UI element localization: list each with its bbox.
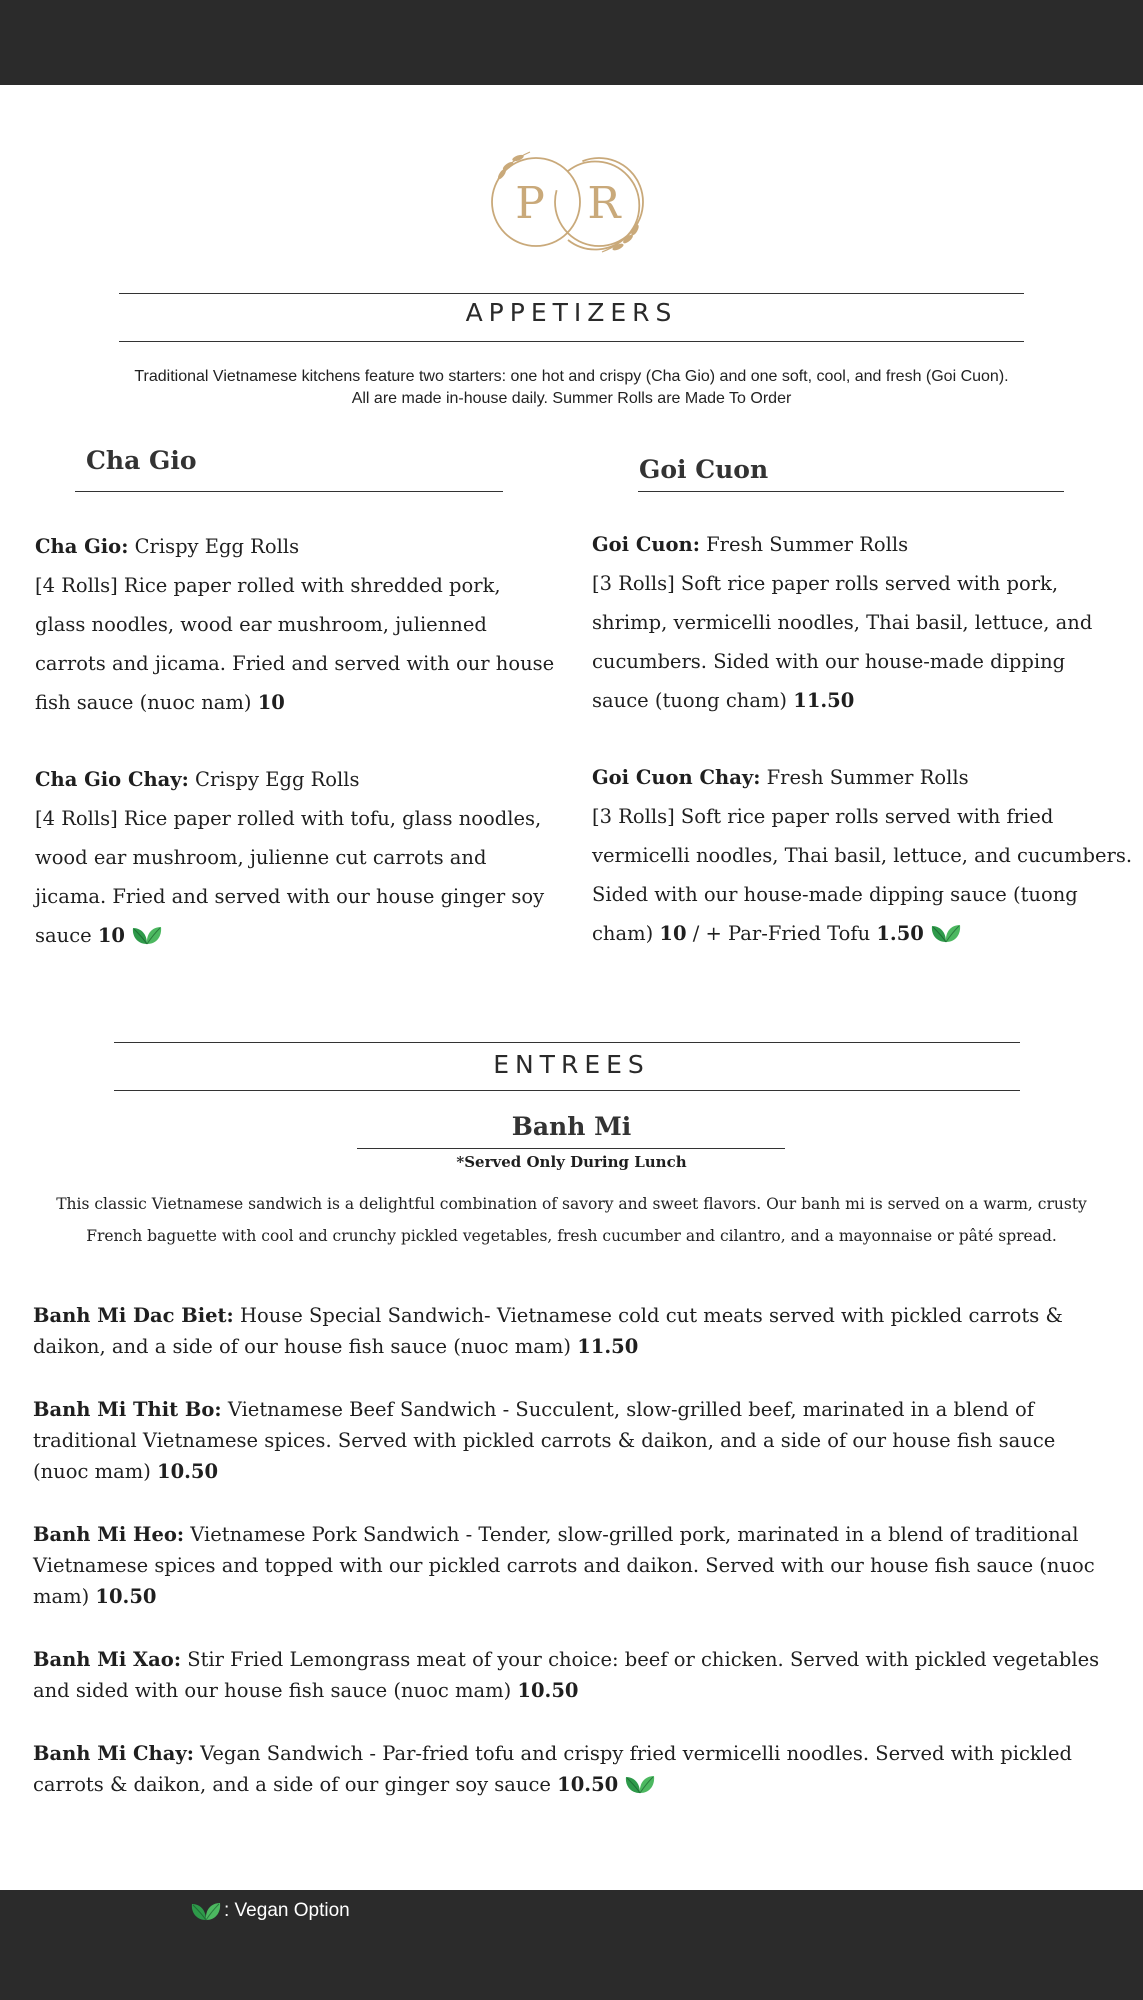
item-name: Banh Mi Thit Bo: [33, 1398, 222, 1421]
vegan-legend-label: : Vegan Option [224, 1900, 350, 1921]
appetizers-rule-bottom [119, 341, 1024, 342]
item-addon-price: 1.50 [876, 922, 924, 945]
leaf-icon [930, 922, 962, 944]
goi-cuon-heading: Goi Cuon [639, 455, 769, 484]
banh-mi-underline [357, 1148, 785, 1149]
item-price: 10 [257, 691, 285, 714]
item-price: 11.50 [793, 689, 855, 712]
item-price: 11.50 [577, 1335, 639, 1358]
lunch-only-note: *Served Only During Lunch [456, 1153, 687, 1171]
leaf-icon [131, 924, 163, 946]
item-name: Banh Mi Xao: [33, 1648, 182, 1671]
item-price: 10.50 [157, 1460, 219, 1483]
item-name: Cha Gio Chay: [35, 768, 189, 791]
item-description: [4 Rolls] Rice paper rolled with tofu, glass noodles, wood ear mushroom, julienne cut carrots and jicama. Fried and served with our house ginger soy sauce [35, 807, 545, 947]
item-subtitle: Crispy Egg Rolls [128, 535, 300, 558]
item-name: Banh Mi Chay: [33, 1742, 194, 1765]
entrees-title: ENTREES [493, 1050, 650, 1079]
item-description: [4 Rolls] Rice paper rolled with shredded pork, glass noodles, wood ear mushroom, julienned carrots and jicama. Fried and served with our house fish sauce (nuoc nam) [35, 574, 555, 714]
item-price: 10.50 [95, 1585, 157, 1608]
menu-item-goi-cuon [592, 525, 1112, 720]
item-price: 10.50 [517, 1679, 579, 1702]
leaf-icon [190, 1900, 222, 1922]
banh-mi-heading: Banh Mi [511, 1112, 632, 1141]
menu-item-banh-mi-dac-biet [33, 1300, 1113, 1362]
item-description: [3 Rolls] Soft rice paper rolls served with fried vermicelli noodles, Thai basil, lettuce, and cucumbers. Sided with our house-made dipping sauce (tuong cham) [592, 805, 1133, 945]
restaurant-logo [478, 144, 658, 264]
appetizers-rule-top [119, 293, 1024, 294]
menu-item-banh-mi-xao [33, 1644, 1113, 1706]
item-name: Banh Mi Heo: [33, 1523, 185, 1546]
item-subtitle: Crispy Egg Rolls [188, 768, 360, 791]
menu-item-goi-cuon-chay [592, 758, 1137, 953]
banh-mi-description: This classic Vietnamese sandwich is a delightful combination of savory and sweet flavors. Our banh mi is served on a warm, crusty French baguette with cool and crunchy pickled vegetables, fresh cucumber and cilantro, and a mayonnaise or pâté spread. [56, 1195, 1087, 1245]
item-price: 10.50 [557, 1773, 619, 1796]
item-name: Goi Cuon Chay: [592, 766, 761, 789]
logo-letter-r: R [587, 178, 621, 229]
intro-line-1: Traditional Vietnamese kitchens feature two starters: one hot and crispy (Cha Gio) and one soft, cool, and fresh (Goi Cuon). [134, 368, 1009, 385]
intro-line-2: All are made in-house daily. Summer Rolls are Made To Order [351, 390, 792, 407]
item-description: Stir Fried Lemongrass meat of your choice: beef or chicken. Served with pickled vegetables and sided with our house fish sauce (nuoc mam) [33, 1648, 1100, 1702]
item-name: Cha Gio: [35, 535, 129, 558]
item-addon: / + Par-Fried Tofu [686, 922, 877, 945]
entrees-rule-bottom [114, 1090, 1020, 1091]
appetizers-intro [100, 366, 1043, 410]
vegan-legend [190, 1900, 350, 1922]
goi-cuon-underline [638, 491, 1064, 492]
menu-item-banh-mi-chay [33, 1738, 1113, 1800]
item-description: Vietnamese Pork Sandwich - Tender, slow-grilled pork, marinated in a blend of traditional Vietnamese spices and topped with our pickled carrots and daikon. Served with our house fish sauce (nuoc mam) [33, 1523, 1095, 1608]
cha-gio-heading: Cha Gio [86, 446, 197, 475]
item-description: House Special Sandwich- Vietnamese cold cut meats served with pickled carrots & daikon, and a side of our house fish sauce (nuoc mam) [33, 1304, 1063, 1358]
item-price: 10 [97, 924, 125, 947]
menu-item-banh-mi-heo [33, 1519, 1113, 1612]
item-description: Vietnamese Beef Sandwich - Succulent, slow-grilled beef, marinated in a blend of traditional Vietnamese spices. Served with pickled carrots & daikon, and a side of our house fish sauce (nuoc mam) [33, 1398, 1056, 1483]
item-description: Vegan Sandwich - Par-fried tofu and crispy fried vermicelli noodles. Served with pickled carrots & daikon, and a side of our ginger soy sauce [33, 1742, 1072, 1796]
entrees-rule-top [114, 1042, 1020, 1043]
bottom-banner [0, 1890, 1143, 2000]
item-price: 10 [659, 922, 687, 945]
logo-letter-p: P [515, 178, 545, 229]
menu-item-cha-gio [35, 527, 555, 722]
item-name: Goi Cuon: [592, 533, 700, 556]
leaf-icon [624, 1773, 656, 1795]
cha-gio-underline [75, 491, 503, 492]
menu-item-cha-gio-chay [35, 760, 555, 955]
menu-item-banh-mi-thit-bo [33, 1394, 1113, 1487]
item-subtitle: Fresh Summer Rolls [760, 766, 969, 789]
item-subtitle: Fresh Summer Rolls [699, 533, 909, 556]
top-banner [0, 0, 1143, 85]
item-description: [3 Rolls] Soft rice paper rolls served with pork, shrimp, vermicelli noodles, Thai basil, lettuce, and cucumbers. Sided with our house-made dipping sauce (tuong cham) [592, 572, 1093, 712]
item-name: Banh Mi Dac Biet: [33, 1304, 234, 1327]
appetizers-title: APPETIZERS [465, 298, 678, 327]
